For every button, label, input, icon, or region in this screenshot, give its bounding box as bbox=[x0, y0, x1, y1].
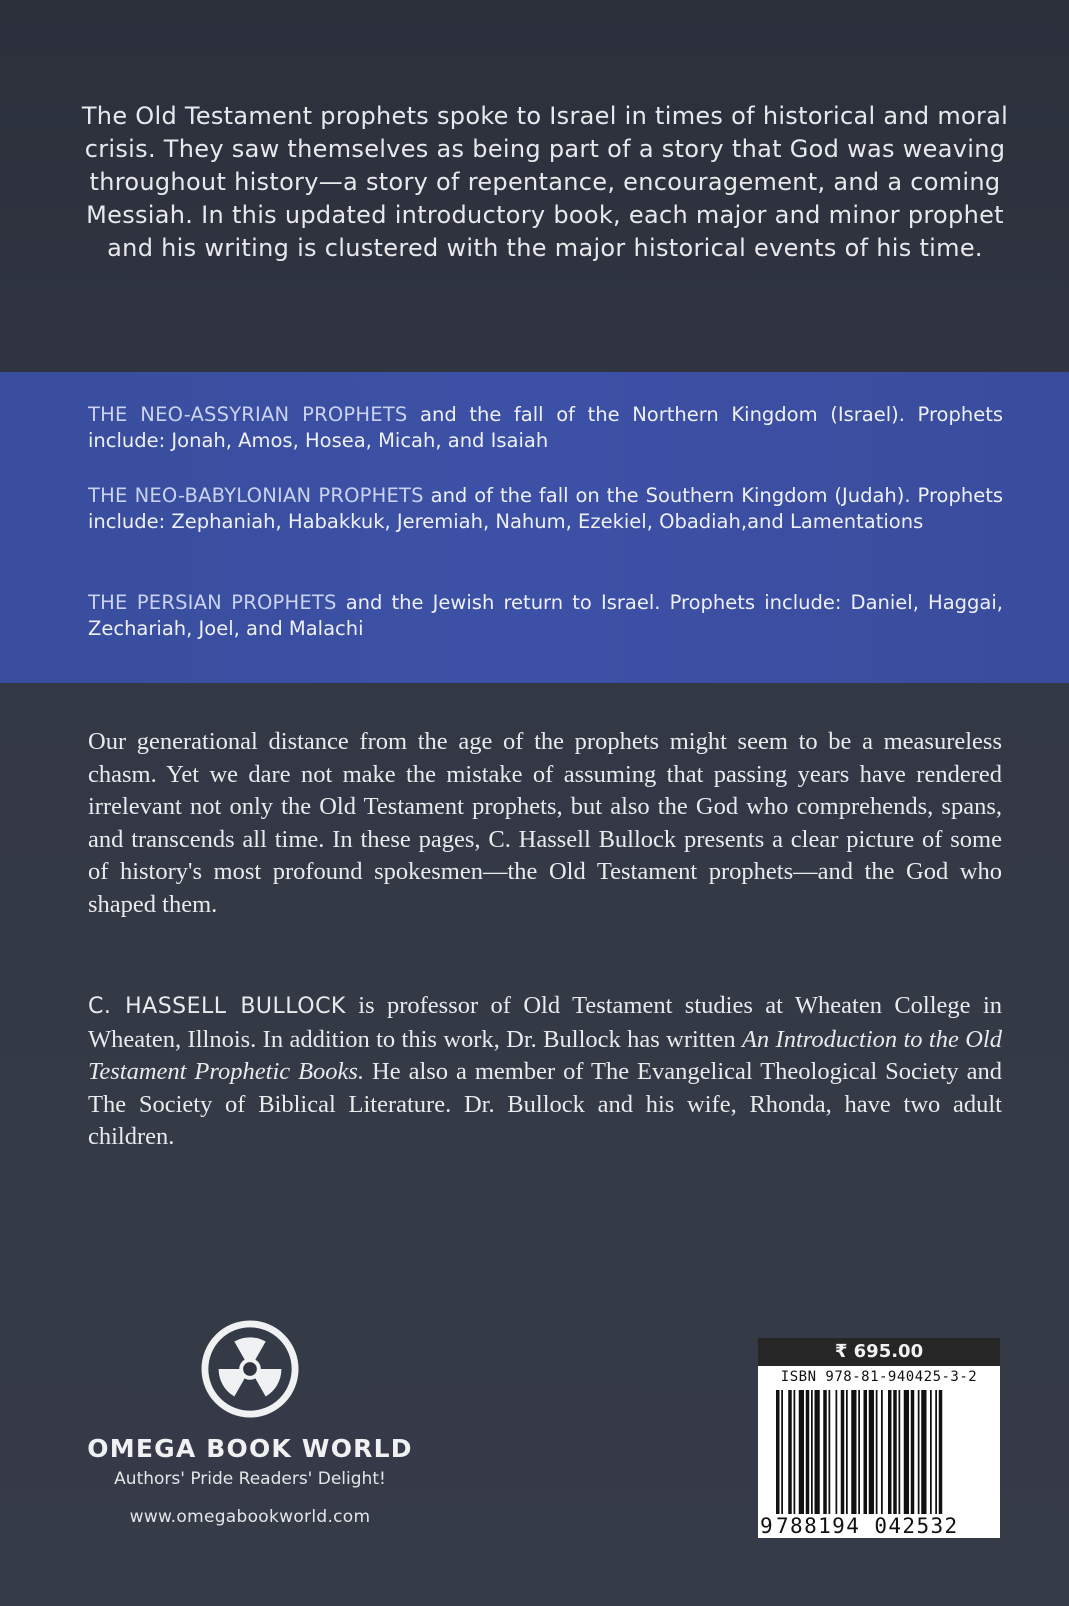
barcode-bar bbox=[815, 1390, 820, 1514]
barcode-digits-left: 788194 bbox=[776, 1514, 861, 1538]
isbn-label: ISBN 978-81-940425-3-2 bbox=[780, 1369, 978, 1385]
barcode-bar bbox=[823, 1390, 827, 1514]
description-paragraph: Our generational distance from the age of the prophets might seem to be a measureless chasm. Yet we dare not make the mistake of assuming that passing years have rendered irrelevant not only the Old Testament prophets, but also the God who comprehends, spans, and transcends all time. In these pages, C. Hassell Bullock presents a clear picture of some of history's most profound spokesmen—the Old Testament prophets—and the God who shaped them. bbox=[88, 728, 1002, 918]
bio-text-before: is professor of Old Testament studies at Wheaten College in Wheaten, Illnois. In addition to this work, Dr. Bullock has written bbox=[88, 992, 1002, 1053]
barcode-bar bbox=[911, 1390, 915, 1514]
barcode-bar bbox=[846, 1390, 848, 1514]
bio-text-after: He also a member of The Evangelical Theological Society and The Society of Biblical Literature. Dr. Bullock and his wife, Rhonda, have two adult children. bbox=[88, 1058, 1002, 1150]
publisher-block bbox=[70, 1320, 430, 1527]
intro-paragraph: The Old Testament prophets spoke to Israel in times of historical and moral crisis. They saw themselves as being part of a story that God was weaving throughout history—a story of repentance, encouragement, and a coming Messiah. In this updated introductory book, each major and minor prophet and his writing is clustered with the major historical events of his time. bbox=[81, 102, 1009, 262]
barcode-bar bbox=[918, 1390, 920, 1514]
book-title: An Introduction to the Old Testament Prophetic Books. bbox=[88, 1025, 1002, 1085]
barcode-bar bbox=[781, 1390, 783, 1514]
publisher-name: OMEGA BOOK WORLD bbox=[87, 1434, 413, 1463]
barcode-bar bbox=[776, 1390, 780, 1514]
barcode-bar bbox=[876, 1390, 878, 1514]
barcode-bar bbox=[930, 1390, 932, 1514]
barcode-bar bbox=[841, 1390, 845, 1514]
era-entry-neo-babylonian bbox=[88, 483, 1003, 535]
price-label: ₹ 695.00 bbox=[758, 1338, 1000, 1366]
barcode-bar bbox=[899, 1390, 901, 1514]
era-text: and the Jewish return to Israel. Prophets include: Daniel, Haggai, Zechariah, Joel, and Malachi bbox=[88, 591, 1003, 640]
barcode-lead-digit: 9 bbox=[760, 1514, 775, 1538]
barcode-bar bbox=[836, 1390, 838, 1514]
barcode-bar bbox=[829, 1390, 831, 1514]
author-name: C. HASSELL BULLOCK bbox=[88, 994, 346, 1019]
barcode-bar bbox=[788, 1390, 792, 1514]
barcode-bar bbox=[851, 1390, 856, 1514]
barcode-digits-right: 042532 bbox=[874, 1514, 959, 1538]
trefoil-circle-logo-icon bbox=[201, 1320, 299, 1418]
publisher-website[interactable]: www.omegabookworld.com bbox=[129, 1507, 371, 1527]
barcode-bar bbox=[935, 1390, 937, 1514]
era-title: THE PERSIAN PROPHETS bbox=[88, 591, 337, 614]
barcode-bar bbox=[888, 1390, 892, 1514]
barcode-bar bbox=[893, 1390, 897, 1514]
author-bio bbox=[88, 990, 1002, 1154]
era-title: THE NEO-ASSYRIAN PROPHETS bbox=[88, 403, 408, 426]
barcode-bar bbox=[921, 1390, 926, 1514]
era-entry-persian bbox=[88, 590, 1003, 642]
barcode-bars bbox=[776, 1390, 984, 1514]
barcode-bar bbox=[811, 1390, 813, 1514]
barcode-bar bbox=[881, 1390, 883, 1514]
prophet-eras-band bbox=[0, 372, 1069, 683]
barcode-bar bbox=[904, 1390, 909, 1514]
isbn-barcode bbox=[758, 1338, 1000, 1538]
era-entry-neo-assyrian bbox=[88, 402, 1003, 454]
barcode-bar bbox=[858, 1390, 860, 1514]
barcode-bar bbox=[864, 1390, 868, 1514]
barcode-bar bbox=[869, 1390, 874, 1514]
era-title: THE NEO-BABYLONIAN PROPHETS bbox=[88, 484, 424, 507]
era-text: and the fall of the Northern Kingdom (Israel). Prophets include: Jonah, Amos, Hosea, Micah, and Isaiah bbox=[88, 403, 1003, 452]
barcode-bar bbox=[939, 1390, 943, 1514]
barcode-bar bbox=[794, 1390, 796, 1514]
barcode-bar bbox=[806, 1390, 810, 1514]
era-text: and of the fall on the Southern Kingdom (Judah). Prophets include: Zephaniah, Habakkuk, Jeremiah, Nahum, Ezekiel, Obadiah,and Lamentations bbox=[88, 484, 1003, 533]
barcode-digits bbox=[760, 1514, 998, 1538]
barcode-bar bbox=[799, 1390, 804, 1514]
publisher-tagline: Authors' Pride Readers' Delight! bbox=[114, 1469, 386, 1489]
